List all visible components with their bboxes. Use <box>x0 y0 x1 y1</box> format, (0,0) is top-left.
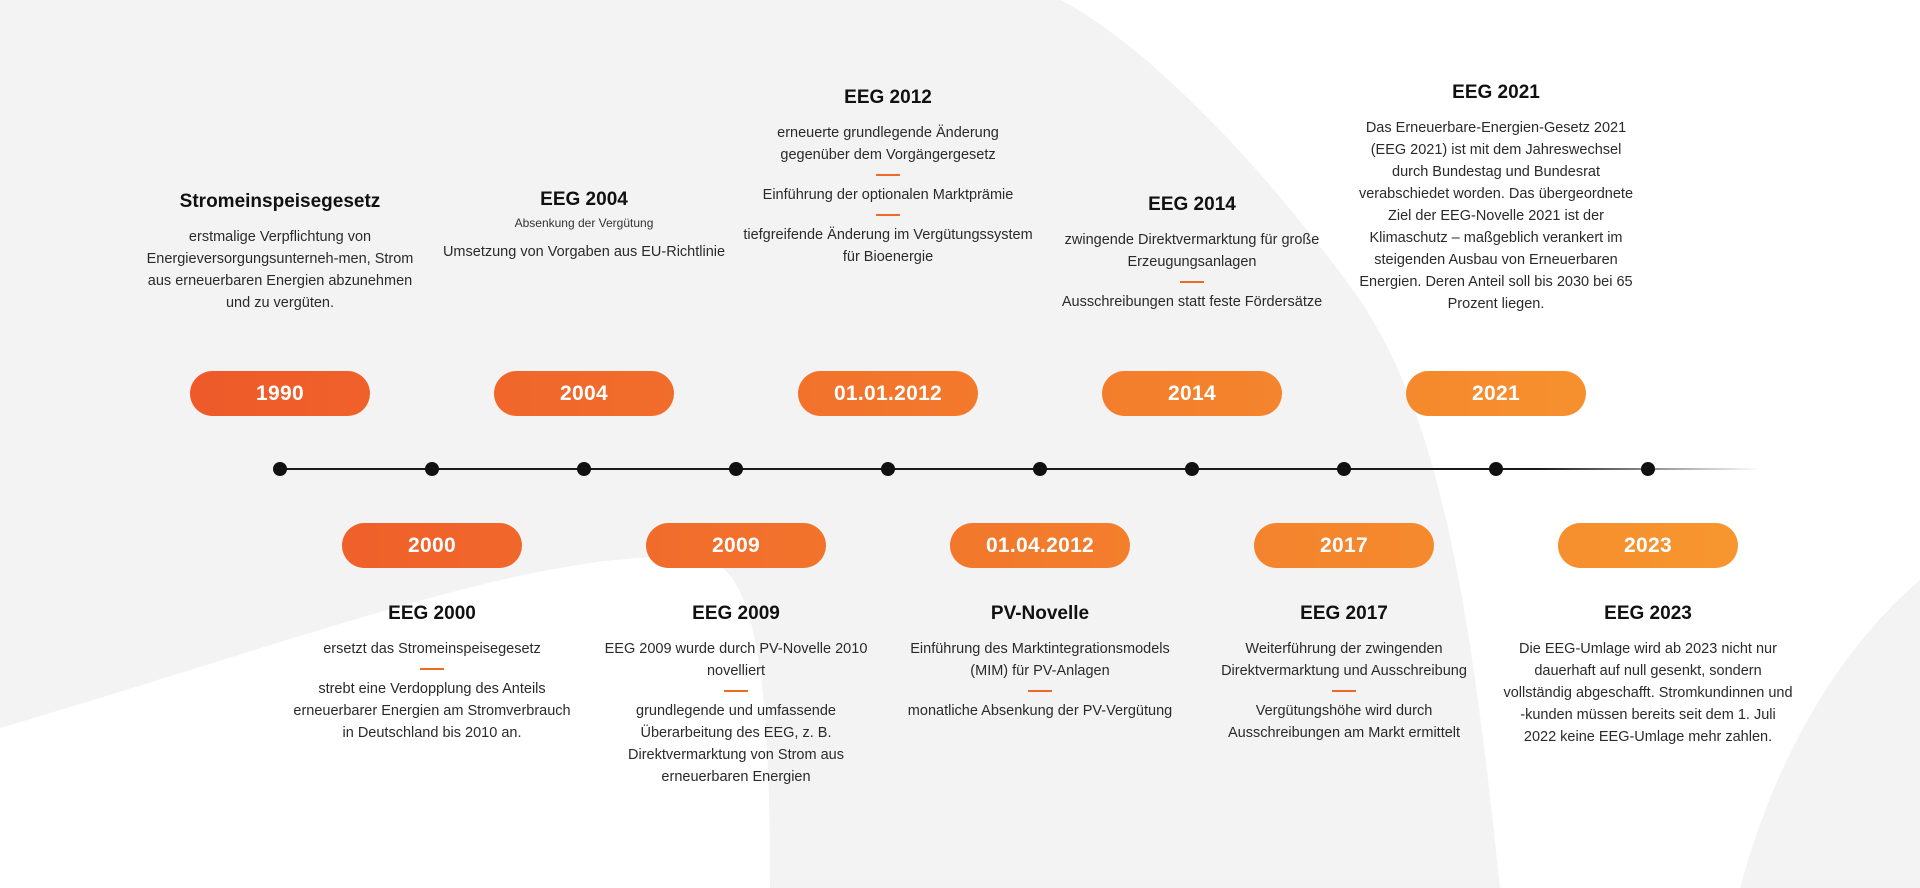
milestone-description: Einführung des Marktintegrationsmodels (MIM) für PV-Anlagen <box>910 641 1170 679</box>
timeline-dot-2012-01 <box>881 462 895 476</box>
timeline-dot-2012-04 <box>1033 462 1047 476</box>
separator-line <box>876 174 900 176</box>
milestone-title: EEG 2012 <box>844 87 932 108</box>
milestone-eeg-2017 <box>1199 602 1489 744</box>
milestone-description: Das Erneuerbare-Energien-Gesetz 2021 (EEG 2021) ist mit dem Jahreswechsel durch Bundestag und Bundesrat verabschiedet worden. Das übergeordnete Ziel der EEG-Novelle 2021 ist der Klimaschutz – maßgeblich verankert im steigenden Ausbau von Erneuerbaren Energien. Deren Anteil soll bis 2030 bei 65 Prozent liegen. <box>1358 120 1634 312</box>
milestone-description: Die EEG-Umlage wird ab 2023 nicht nur dauerhaft auf null gesenkt, sondern vollständig abgeschafft. Stromkundinnen und -kunden müssen bereits seit dem 1. Juli 2022 keine EEG-Umlage mehr zahlen. <box>1503 641 1793 745</box>
milestone-description: Vergütungshöhe wird durch Ausschreibungen am Markt ermittelt <box>1227 703 1461 741</box>
milestone-description: grundlegende und umfassende Überarbeitung des EEG, z. B. Direktvermarktung von Strom aus erneuerbaren Energien <box>628 703 844 785</box>
timeline-dot-1990 <box>273 462 287 476</box>
year-pill-2014: 2014 <box>1102 371 1282 416</box>
milestone-subtitle: Absenkung der Vergütung <box>514 216 654 230</box>
year-pill-2021: 2021 <box>1406 371 1586 416</box>
milestone-eeg-2023 <box>1503 602 1793 748</box>
milestone-pv-novelle <box>895 602 1185 722</box>
milestone-title: EEG 2023 <box>1604 603 1692 624</box>
milestone-title: EEG 2021 <box>1452 82 1540 103</box>
separator-line <box>1028 690 1052 692</box>
milestone-title: EEG 2000 <box>388 603 476 624</box>
year-pill-2023: 2023 <box>1558 523 1738 568</box>
year-pill-1990: 1990 <box>190 371 370 416</box>
milestone-title: EEG 2009 <box>692 603 780 624</box>
timeline-dot-2000 <box>425 462 439 476</box>
milestone-description: erneuerte grundlegende Änderung gegenüber dem Vorgängergesetz <box>777 125 999 163</box>
year-pill-2000: 2000 <box>342 523 522 568</box>
milestone-eeg-2000 <box>287 602 577 744</box>
milestone-description: Weiterführung der zwingenden Direktvermarktung und Ausschreibung <box>1221 641 1467 679</box>
timeline-dot-2009 <box>729 462 743 476</box>
milestone-stromeinspeisegesetz <box>135 190 425 314</box>
year-pill-01-01-2012: 01.01.2012 <box>798 371 978 416</box>
separator-line <box>420 668 444 670</box>
milestone-description: strebt eine Verdopplung des Anteils erneuerbarer Energien am Stromverbrauch in Deutschland bis 2010 an. <box>293 681 571 741</box>
milestone-description: Ausschreibungen statt feste Fördersätze <box>1061 294 1323 310</box>
milestone-eeg-2012 <box>743 86 1033 268</box>
separator-line <box>876 214 900 216</box>
milestone-description: monatliche Absenkung der PV-Vergütung <box>907 703 1173 719</box>
timeline-axis <box>280 468 1760 470</box>
milestone-description: Umsetzung von Vorgaben aus EU-Richtlinie <box>442 244 726 260</box>
milestone-eeg-2009 <box>591 602 881 788</box>
year-pill-2009: 2009 <box>646 523 826 568</box>
timeline-dot-2021 <box>1489 462 1503 476</box>
milestone-description: Einführung der optionalen Marktprämie <box>762 187 1014 203</box>
timeline-dot-2017 <box>1337 462 1351 476</box>
milestone-title: EEG 2017 <box>1300 603 1388 624</box>
timeline-dot-2023 <box>1641 462 1655 476</box>
timeline-dot-2014 <box>1185 462 1199 476</box>
milestone-title: PV-Novelle <box>990 603 1090 624</box>
milestone-title: Stromeinspeisegesetz <box>179 191 381 212</box>
year-pill-2017: 2017 <box>1254 523 1434 568</box>
year-pill-2004: 2004 <box>494 371 674 416</box>
timeline-dot-2004 <box>577 462 591 476</box>
milestone-eeg-2004 <box>439 188 729 263</box>
milestone-description: tiefgreifende Änderung im Vergütungssystem für Bioenergie <box>743 227 1033 265</box>
milestone-description: EEG 2009 wurde durch PV-Novelle 2010 novelliert <box>604 641 868 679</box>
year-pill-01-04-2012: 01.04.2012 <box>950 523 1130 568</box>
separator-line <box>724 690 748 692</box>
milestone-title: EEG 2014 <box>1148 194 1236 215</box>
milestone-description: ersetzt das Stromeinspeisegesetz <box>323 641 541 657</box>
milestone-description: zwingende Direktvermarktung für große Erzeugungsanlagen <box>1064 232 1320 270</box>
separator-line <box>1180 281 1204 283</box>
milestone-description: erstmalige Verpflichtung von Energieversorgungsunterneh-men, Strom aus erneuerbaren Energien abzunehmen und zu vergüten. <box>146 229 414 311</box>
separator-line <box>1332 690 1356 692</box>
milestone-eeg-2014 <box>1047 193 1337 313</box>
milestone-eeg-2021 <box>1351 81 1641 315</box>
milestone-title: EEG 2004 <box>540 189 628 210</box>
